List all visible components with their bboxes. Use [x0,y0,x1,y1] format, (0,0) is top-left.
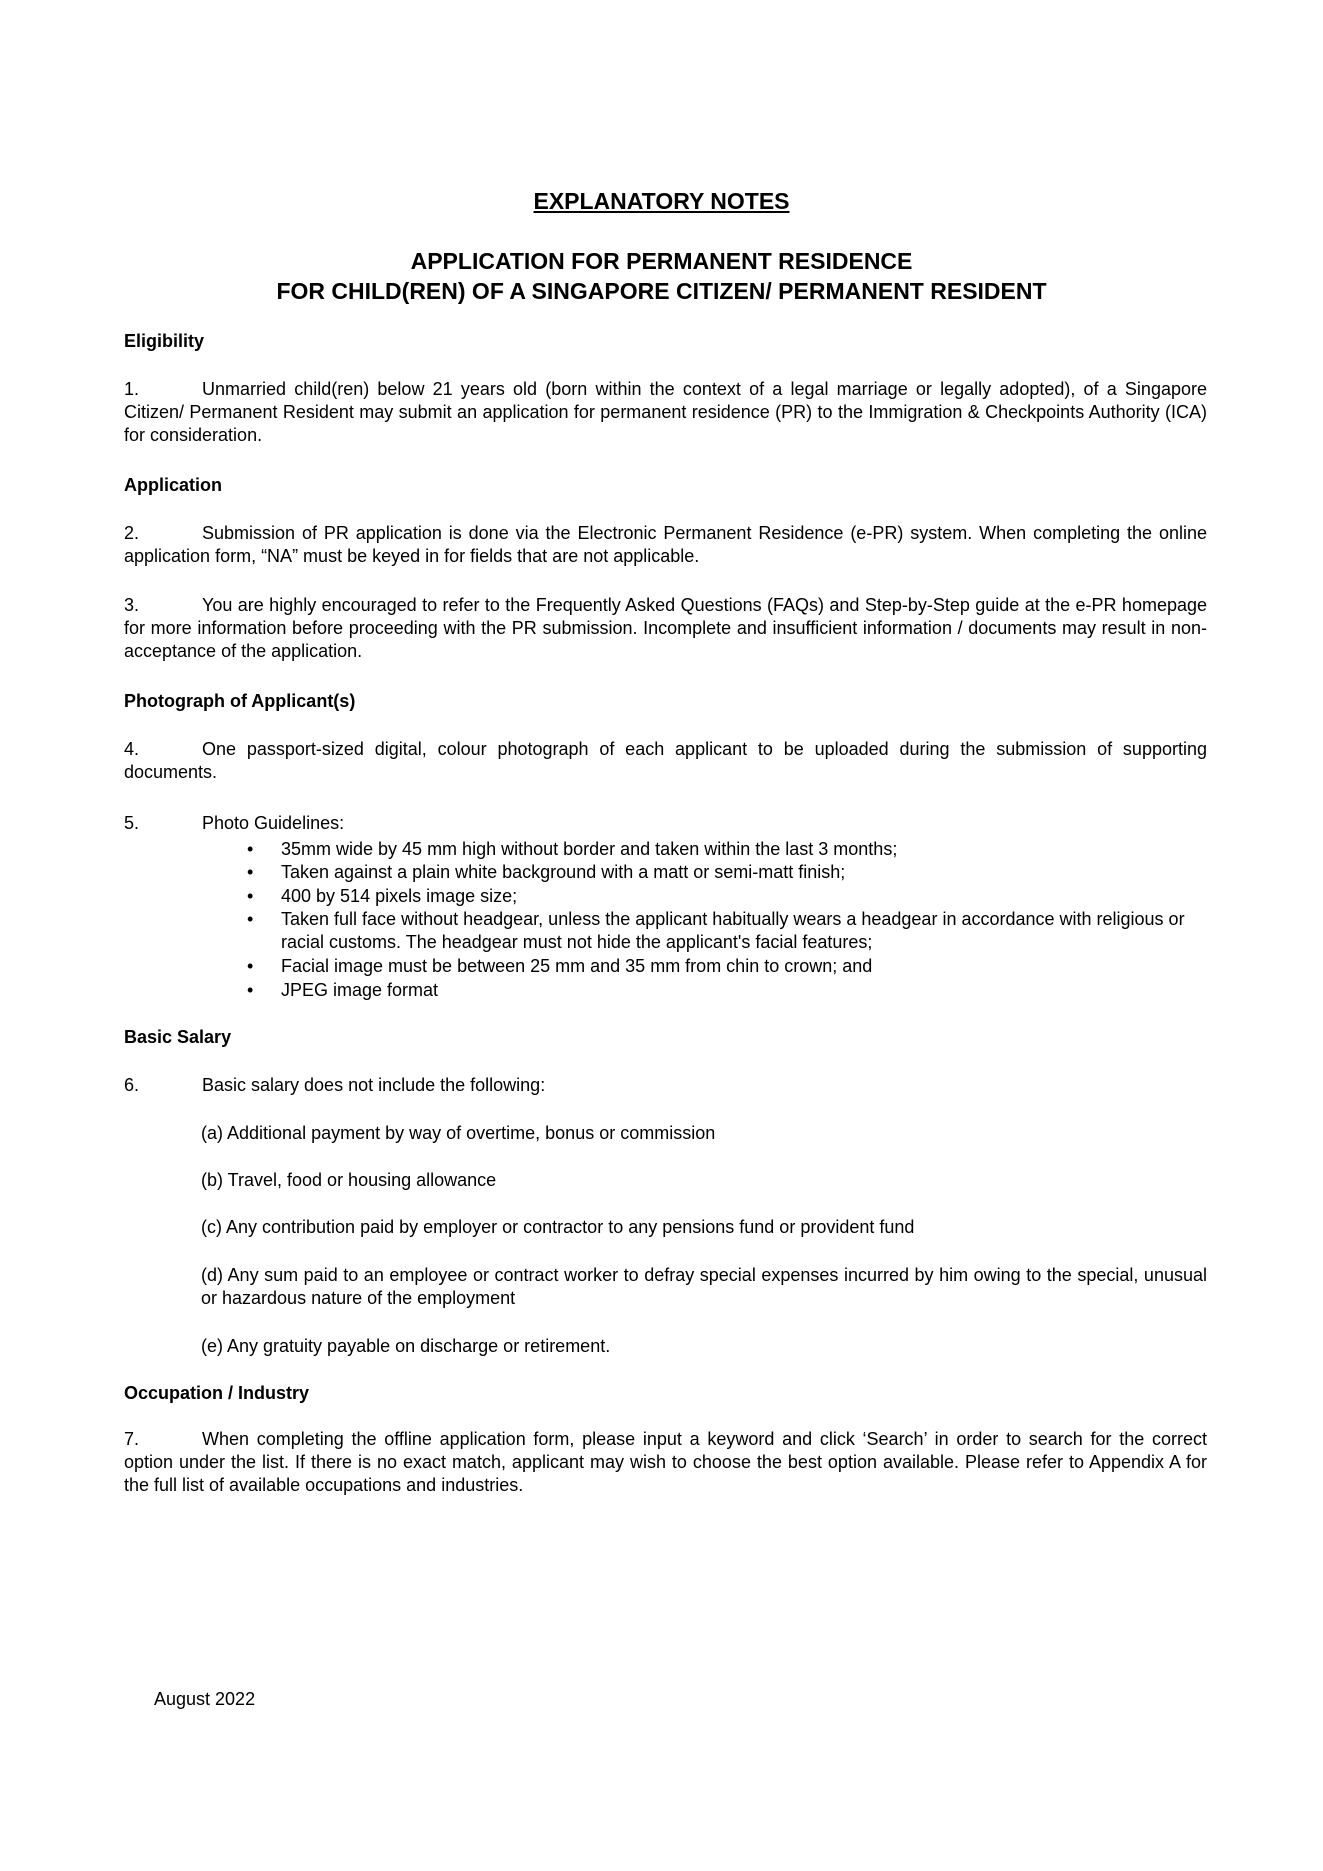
bullet-icon: • [247,862,254,882]
section-heading-basic-salary: Basic Salary [124,1027,232,1047]
paragraph-2 [124,522,1207,568]
paragraph-number: 3. [124,595,140,615]
paragraph-4 [124,738,1207,784]
salary-exclusion-item: (e) Any gratuity payable on discharge or retirement. [201,1336,611,1356]
footer-date: August 2022 [154,1689,256,1709]
paragraph-text: Basic salary does not include the following: [202,1075,546,1095]
section-heading-photograph: Photograph of Applicant(s) [124,691,356,711]
salary-exclusion-item: (a) Additional payment by way of overtime, bonus or commission [201,1123,716,1143]
section-heading-application: Application [124,475,222,495]
document-subtitle-line-1: APPLICATION FOR PERMANENT RESIDENCE [410,248,913,274]
paragraph-6 [124,1074,1207,1097]
bullet-icon: • [247,886,254,906]
paragraph-text: Photo Guidelines: [202,813,345,833]
paragraph-7 [124,1428,1207,1497]
paragraph-3 [124,594,1207,663]
paragraph-number: 2. [124,523,140,543]
list-item: JPEG image format [281,980,439,1000]
paragraph-number: 5. [124,813,140,833]
paragraph-text: When completing the offline application form, please input a keyword and click ‘Search’ in order to search for the correct option under the list. If there is no exact match, applicant may wish to choose the best option available. Please refer to Appendix A for the full list of available occupations and industries. [124,1429,1207,1495]
list-item: Facial image must be between 25 mm and 35 mm from chin to crown; and [281,956,873,976]
list-item: Taken full face without headgear, unless the applicant habitually wears a headgear in accordance with religious or racial customs. The headgear must not hide the applicant's facial features; [281,909,1185,952]
document-subtitle-line-2: FOR CHILD(REN) OF A SINGAPORE CITIZEN/ PERMANENT RESIDENT [276,278,1047,304]
paragraph-text: One passport-sized digital, colour photograph of each applicant to be uploaded during the submission of supporting documents. [124,739,1207,782]
paragraph-text: You are highly encouraged to refer to the Frequently Asked Questions (FAQs) and Step-by-Step guide at the e-PR homepage for more information before proceeding with the PR submission. Incomplete and insufficient information / documents may result in non-acceptance of the application. [124,595,1207,661]
list-item: 400 by 514 pixels image size; [281,886,518,906]
bullet-icon: • [247,956,254,976]
section-heading-occupation: Occupation / Industry [124,1383,310,1403]
salary-exclusion-item: (c) Any contribution paid by employer or contractor to any pensions fund or provident fund [201,1217,915,1237]
list-item: Taken against a plain white background with a matt or semi-matt finish; [281,862,846,882]
paragraph-number: 1. [124,379,140,399]
bullet-icon: • [247,909,254,929]
section-heading-eligibility: Eligibility [124,331,205,351]
list-item: 35mm wide by 45 mm high without border and taken within the last 3 months; [281,839,898,859]
bullet-icon: • [247,839,254,859]
bullet-icon: • [247,980,254,1000]
paragraph-text: Unmarried child(ren) below 21 years old (born within the context of a legal marriage or legally adopted), of a Singapore Citizen/ Permanent Resident may submit an application for permanent residence (PR) to the Immigration & Checkpoints Authority (ICA) for consideration. [124,379,1207,445]
paragraph-number: 6. [124,1075,140,1095]
document-title [0,187,1323,215]
paragraph-text: Submission of PR application is done via the Electronic Permanent Residence (e-PR) system. When completing the online application form, “NA” must be keyed in for fields that are not applicable. [124,523,1207,566]
paragraph-1 [124,378,1207,447]
document-title-text: EXPLANATORY NOTES [533,188,790,214]
paragraph-number: 4. [124,739,140,759]
paragraph-5 [124,812,1207,835]
salary-exclusion-item: (d) Any sum paid to an employee or contract worker to defray special expenses incurred by him owing to the special, unusual or hazardous nature of the employment [201,1265,1207,1308]
paragraph-number: 7. [124,1429,140,1449]
salary-exclusion-item: (b) Travel, food or housing allowance [201,1170,497,1190]
